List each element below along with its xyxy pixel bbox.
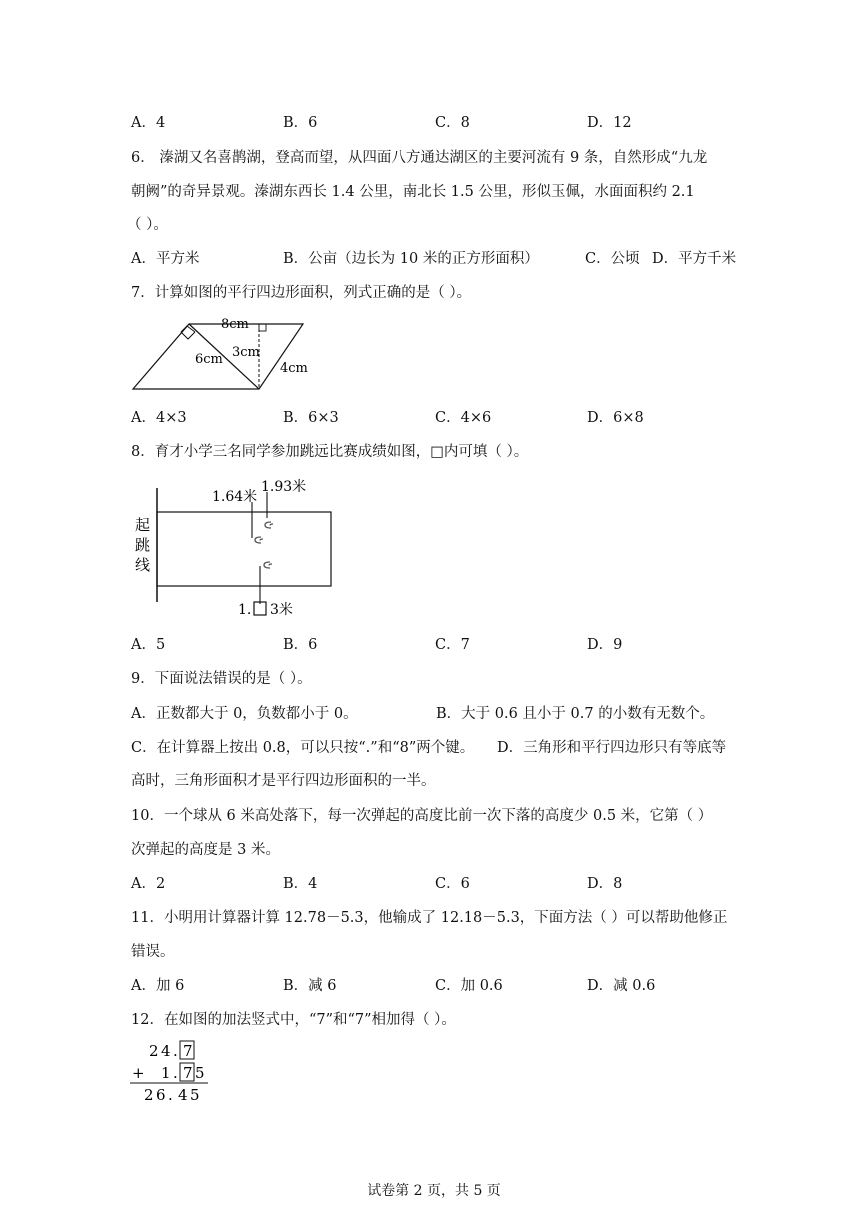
q7-text: 7．计算如图的平行四边形面积，列式正确的是（ ）。 [131, 285, 472, 301]
q9-option-a: A．正数都大于 0，负数都小于 0。 [131, 706, 358, 722]
label-3m: 3米 [270, 602, 293, 618]
q10-line2: 次弹起的高度是 3 米。 [131, 842, 280, 858]
label-1-prefix: 1. [238, 602, 252, 618]
q11-option-c: C．加 0.6 [435, 978, 503, 994]
q11-option-a: A．加 6 [131, 978, 185, 994]
q9-option-d-line2: 高时，三角形面积才是平行四边形面积的一半。 [131, 773, 436, 789]
label-8cm: 8cm [221, 317, 249, 332]
r2-d3: 5 [195, 1064, 205, 1082]
q5-option-b: B．6 [283, 115, 318, 131]
q10-option-c: C．6 [435, 876, 470, 892]
q7-option-a: A．4×3 [131, 410, 187, 426]
start-char-3: 线 [135, 556, 151, 574]
q7-option-b: B．6×3 [283, 410, 339, 426]
r2-dot: . [173, 1064, 178, 1082]
label-1-93m: 1.93米 [261, 479, 307, 495]
q12-text: 12．在如图的加法竖式中，“7”和“7”相加得（ ）。 [131, 1012, 456, 1028]
q8-text: 8．育才小学三名同学参加跳远比赛成绩如图，□内可填（ ）。 [131, 444, 529, 460]
r2-d2: 7 [183, 1064, 193, 1082]
q10-line1: 10．一个球从 6 米高处落下，每一次弹起的高度比前一次下落的高度少 0.5 米，它第（ ） [131, 808, 713, 824]
r1-dot: . [173, 1042, 178, 1060]
parallelogram-figure [125, 312, 325, 394]
q8-option-d: D．9 [587, 637, 623, 653]
q6-option-c: C．公顷 [585, 251, 640, 267]
q11-option-b: B．减 6 [283, 978, 337, 994]
q8-option-a: A．5 [131, 637, 166, 653]
q6-line1: 6． 溱湖又名喜鹊湖，登高而望，从四面八方通达湖区的主要河流有 9 条，自然形成“九龙 [131, 150, 708, 166]
q10-option-a: A．2 [131, 876, 166, 892]
r2-d1: 1 [161, 1064, 171, 1082]
r1-d3: 7 [183, 1042, 193, 1060]
q5-option-a: A．4 [131, 115, 166, 131]
label-4cm: 4cm [280, 361, 308, 376]
r3-dot: . [168, 1086, 173, 1104]
label-6cm: 6cm [195, 352, 223, 367]
footprint-icon [255, 522, 273, 568]
q6-option-a: A．平方米 [131, 251, 200, 267]
q6-option-b: B．公亩（边长为 10 米的正方形面积） [283, 251, 539, 267]
q9-option-b: B．大于 0.6 且小于 0.7 的小数有无数个。 [436, 706, 715, 722]
q9-option-c: C．在计算器上按出 0.8，可以只按“.”和“8”两个键。 [131, 740, 475, 756]
r3-d3: 4 [178, 1086, 188, 1104]
r3-d2: 6 [156, 1086, 166, 1104]
r3-d4: 5 [190, 1086, 200, 1104]
q7-option-d: D．6×8 [587, 410, 644, 426]
q6-line3: （ ）。 [127, 217, 168, 233]
page-footer: 试卷第 2 页，共 5 页 [367, 1183, 501, 1199]
label-3cm: 3cm [232, 345, 260, 360]
q10-option-d: D．8 [587, 876, 623, 892]
vertical-addition-figure [128, 1038, 218, 1104]
q6-line2: 朝阙”的奇异景观。溱湖东西长 1.4 公里，南北长 1.5 公里，形似玉佩，水面面积约 2.1 [131, 184, 695, 200]
q11-option-d: D．减 0.6 [587, 978, 656, 994]
r1-d2: 4 [161, 1042, 171, 1060]
q7-option-c: C．4×6 [435, 410, 492, 426]
long-jump-figure [130, 474, 350, 622]
q9-text: 9．下面说法错误的是（ ）。 [131, 671, 312, 687]
q8-option-c: C．7 [435, 637, 470, 653]
q5-option-d: D．12 [587, 115, 632, 131]
start-char-1: 起 [135, 516, 151, 534]
q6-option-d: D．平方千米 [652, 251, 737, 267]
r3-d1: 2 [144, 1086, 154, 1104]
q11-line1: 11．小明用计算器计算 12.78－5.3，他输成了 12.18－5.3，下面方法（ ）可以帮助他修正 [131, 910, 728, 926]
r2-plus: + [132, 1064, 145, 1082]
r1-d1: 2 [149, 1042, 159, 1060]
label-1-64m: 1.64米 [212, 489, 258, 505]
q10-option-b: B．4 [283, 876, 318, 892]
q9-option-d-line1: D．三角形和平行四边形只有等底等 [497, 740, 727, 756]
q11-line2: 错误。 [131, 944, 175, 960]
q5-option-c: C．8 [435, 115, 470, 131]
start-char-2: 跳 [135, 536, 151, 554]
q8-option-b: B．6 [283, 637, 318, 653]
